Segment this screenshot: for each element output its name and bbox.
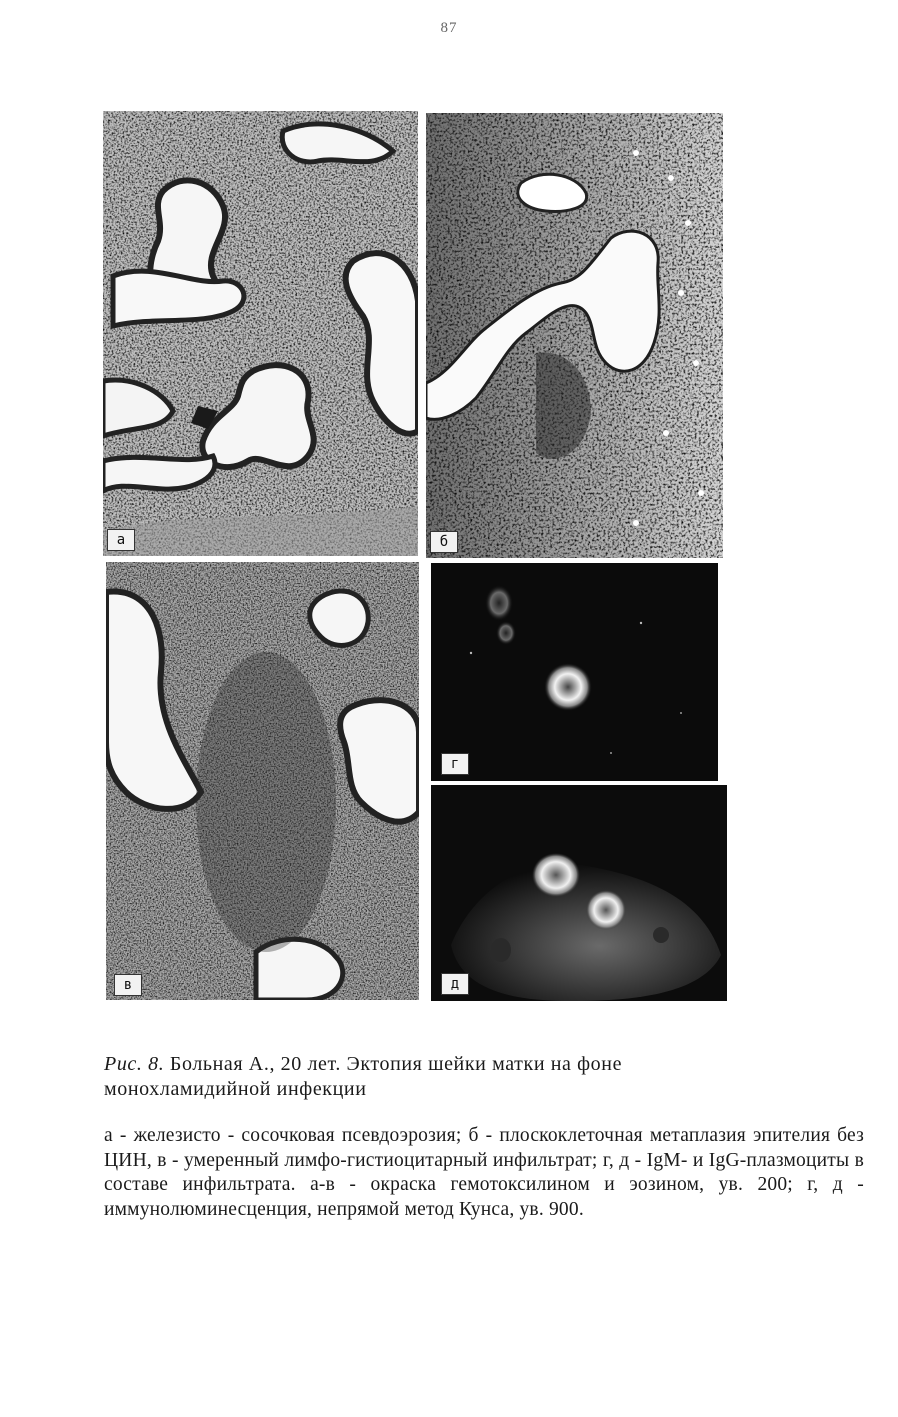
figure-caption-title [104,1052,794,1102]
panel-label-d: д [441,973,469,995]
panel-label-b: б [430,531,458,553]
micrograph-panel-a [103,111,418,556]
figure-label: Рис. 8. [104,1053,165,1075]
panel-label-v: в [114,974,142,996]
figure-caption-body: а - железисто - сосочковая псевдоэрозия; б - плоскоклеточная метаплазия эпителия без ЦИН, в - умеренный лимфо-гистиоцитарный инфильтрат; г, д - IgM- и IgG-плазмоциты в составе инфильтрата. а-в - окраска гемотоксилином и эозином, ув. 200; г, д - иммунолюминесценция, непрямой метод Кунса, ув. 900. [104,1125,864,1220]
figure-title-text: Больная А., 20 лет. Эктопия шейки матки на фоне монохламидийной инфекции [104,1053,623,1100]
panel-label-a: а [107,529,135,551]
micrograph-panel-v [106,562,419,1000]
micrograph-panel-b [426,113,723,558]
fluorescence-panel-d [431,785,727,1001]
page-number: 87 [440,20,458,36]
fluorescence-panel-g [431,563,718,781]
panel-label-g: г [441,753,469,775]
